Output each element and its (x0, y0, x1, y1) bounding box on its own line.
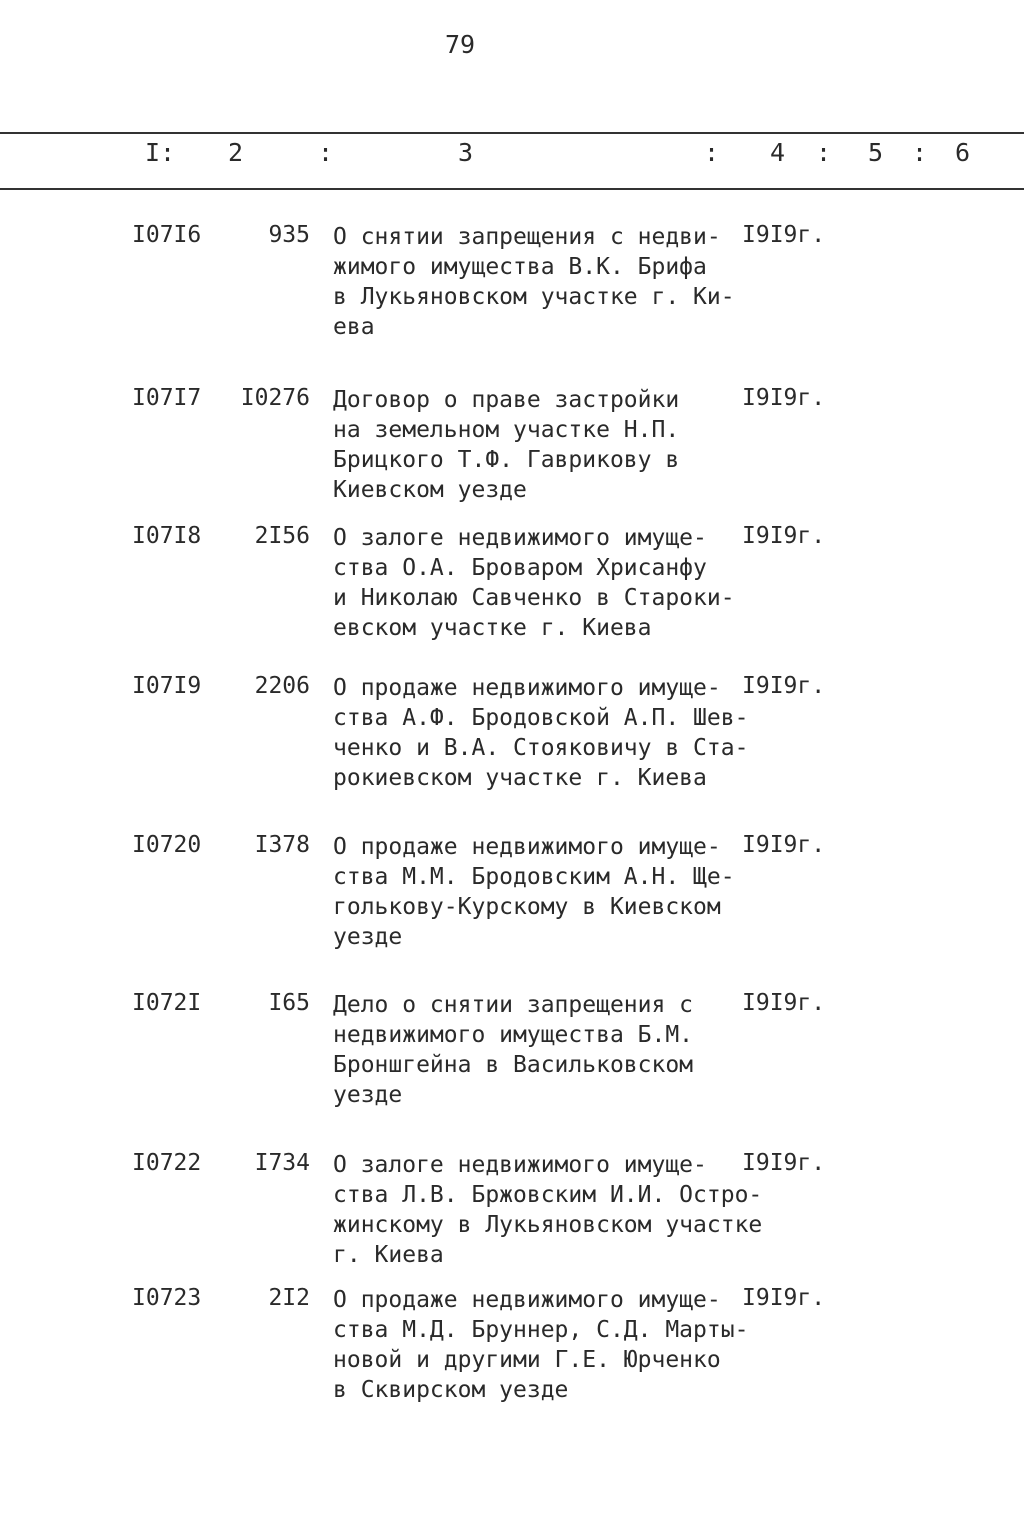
entry-description-line: ева (333, 314, 375, 340)
entry-sheets: I0276 (240, 385, 310, 411)
entry-description-line: Броншгейна в Васильковском (333, 1052, 694, 1078)
entry-description-line: ства А.Ф. Бродовской А.П. Шев- (333, 705, 749, 731)
entry-description-line: жинскому в Лукьяновском участке (333, 1212, 763, 1238)
entry-number: I07I7 (132, 385, 202, 411)
entry-number: I072I (132, 990, 202, 1016)
column-header-4: 4 (770, 138, 786, 167)
entry-description-line: голькову-Курскому в Киевском (333, 894, 721, 920)
entry-description-line: уезде (333, 924, 403, 950)
entry-year: I9I9г. (742, 222, 826, 248)
entry-description-line: О продаже недвижимого имуще- (333, 1287, 721, 1313)
column-header-6: 6 (955, 138, 971, 167)
entry-sheets: 2206 (254, 673, 310, 699)
entry-description-line: рокиевском участке г. Киева (333, 765, 707, 791)
entry-description-line: О снятии запрещения с недви- (333, 224, 721, 250)
entry-description-line: в Сквирском уезде (333, 1377, 569, 1403)
entry-description-line: в Лукьяновском участке г. Ки- (333, 284, 735, 310)
entry-description-line: г. Киева (333, 1242, 444, 1268)
entry-description-line: Брицкого Т.Ф. Гаврикову в (333, 447, 680, 473)
column-header-1: I: (145, 138, 176, 167)
entry-description-line: О залоге недвижимого имуще- (333, 1152, 707, 1178)
entry-year: I9I9г. (742, 385, 826, 411)
entry-description-line: и Николаю Савченко в Староки- (333, 585, 735, 611)
entry-description (333, 1150, 763, 1270)
column-header-3: 3 (458, 138, 474, 167)
entry-description-line: евском участке г. Киева (333, 615, 652, 641)
entry-description-line: ства М.М. Бродовским А.Н. Ще- (333, 864, 735, 890)
column-separator: : (318, 138, 334, 167)
entry-number: I07I9 (132, 673, 202, 699)
entry-number: I07I8 (132, 523, 202, 549)
entry-description (333, 385, 743, 505)
entry-year: I9I9г. (742, 1285, 826, 1311)
entry-description-line: ства М.Д. Бруннер, С.Д. Марты- (333, 1317, 749, 1343)
header-bottom-rule (0, 188, 1024, 190)
entry-description-line: Киевском уезде (333, 477, 527, 503)
entry-sheets: I65 (268, 990, 310, 1016)
entry-description-line: О продаже недвижимого имуще- (333, 675, 721, 701)
entry-description-line: Договор о праве застройки (333, 387, 680, 413)
column-header-2: 2 (228, 138, 244, 167)
entry-description (333, 832, 743, 952)
entry-description-line: недвижимого имущества Б.М. (333, 1022, 694, 1048)
entry-description-line: жимого имущества В.К. Брифа (333, 254, 707, 280)
entry-description-line: О продаже недвижимого имуще- (333, 834, 721, 860)
entry-year: I9I9г. (742, 673, 826, 699)
column-header-5: 5 (868, 138, 884, 167)
entry-description (333, 1285, 749, 1405)
entry-description-line: ства Л.В. Бржовским И.И. Остро- (333, 1182, 763, 1208)
column-separator: : (912, 138, 928, 167)
page-number: 79 (444, 30, 476, 59)
entry-sheets: I378 (254, 832, 310, 858)
entry-description (333, 222, 743, 342)
column-separator: : (704, 138, 720, 167)
entry-description-line: ченко и В.А. Стояковичу в Ста- (333, 735, 749, 761)
entry-description-line: на земельном участке Н.П. (333, 417, 680, 443)
entry-number: I0722 (132, 1150, 202, 1176)
entry-year: I9I9г. (742, 832, 826, 858)
entry-year: I9I9г. (742, 1150, 826, 1176)
entry-description-line: О залоге недвижимого имуще- (333, 525, 707, 551)
entry-sheets: 2I56 (254, 523, 310, 549)
entry-description (333, 990, 743, 1110)
entry-number: I07I6 (132, 222, 202, 248)
entry-year: I9I9г. (742, 990, 826, 1016)
entry-sheets: 935 (268, 222, 310, 248)
header-top-rule (0, 132, 1024, 134)
entry-number: I0720 (132, 832, 202, 858)
entry-year: I9I9г. (742, 523, 826, 549)
entry-description-line: Дело о снятии запрещения с (333, 992, 694, 1018)
entry-sheets: I734 (254, 1150, 310, 1176)
entry-number: I0723 (132, 1285, 202, 1311)
entry-description-line: новой и другими Г.Е. Юрченко (333, 1347, 721, 1373)
column-separator: : (816, 138, 832, 167)
entry-description (333, 673, 749, 793)
entry-description-line: ства О.А. Броваром Хрисанфу (333, 555, 707, 581)
entry-description (333, 523, 743, 643)
entry-description-line: уезде (333, 1082, 403, 1108)
entry-sheets: 2I2 (268, 1285, 310, 1311)
